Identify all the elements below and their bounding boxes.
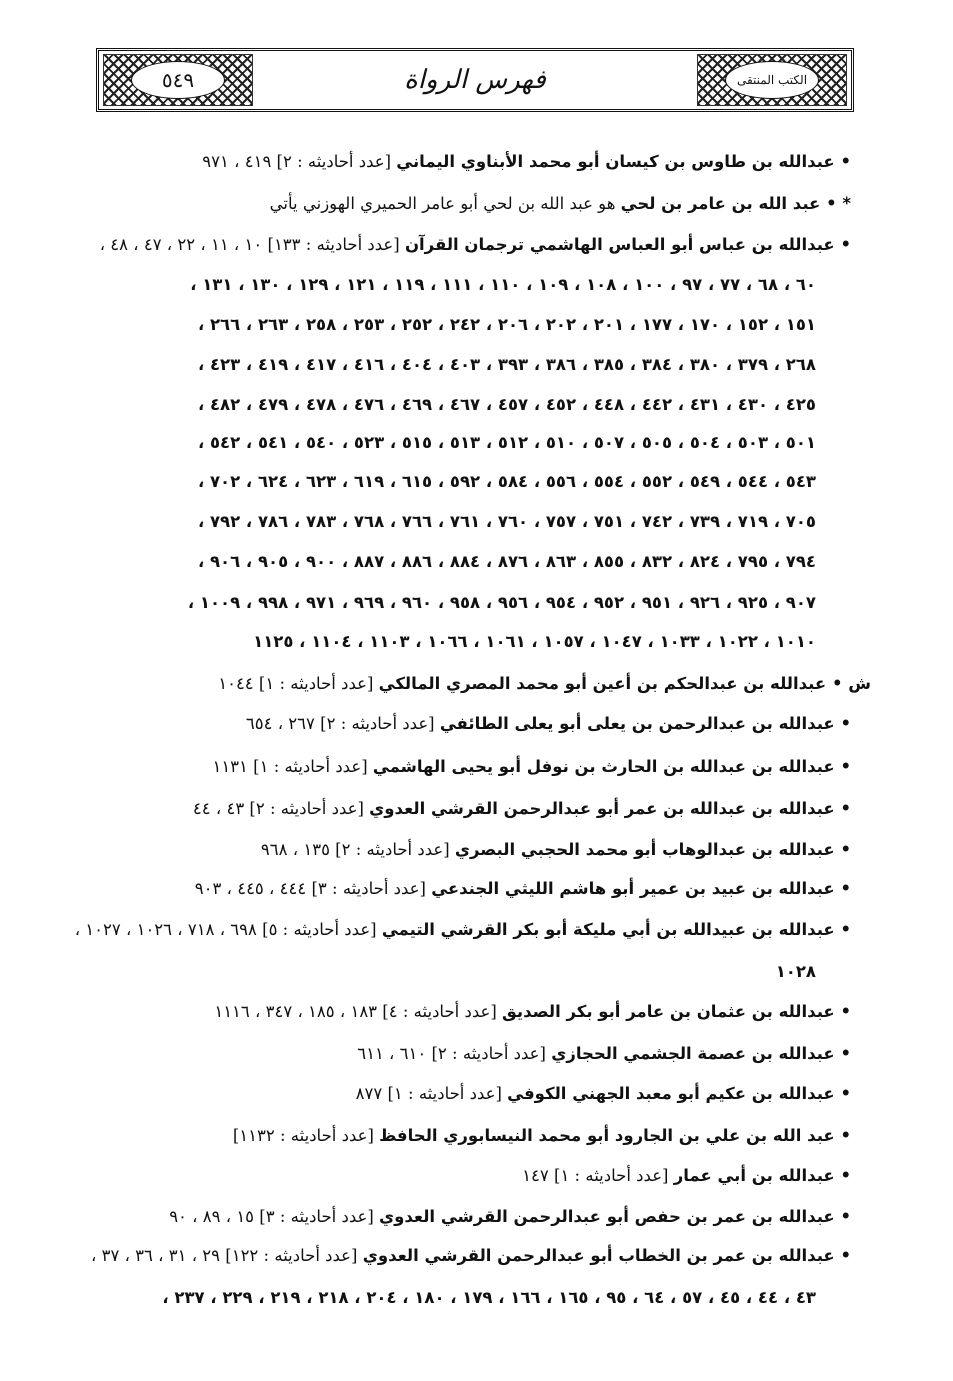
entry: • عبدالله بن عبدالرحمن بن يعلى أبو يعلى الطائفي [عدد أحاديثه : ٢] ٢٦٧ ، ٦٥٤ [245, 714, 851, 733]
entry: • عبدالله بن عمر بن الخطاب أبو عبدالرحمن القرشي العدوي [عدد أحاديثه : ١٢٢] ٢٩ ، ٣١ ، ٣٦ ، ٣٧ ، [91, 1246, 851, 1265]
entry-continuation: ٩٠٧ ، ٩٢٥ ، ٩٢٦ ، ٩٥١ ، ٩٥٢ ، ٩٥٤ ، ٩٥٦ ، ٩٥٨ ، ٩٦٠ ، ٩٦٩ ، ٩٧١ ، ٩٩٨ ، ١٠٠٩ ، [187, 593, 816, 612]
page-number: ٥٤٩ [131, 61, 225, 99]
entry: • عبدالله بن طاوس بن كيسان أبو محمد الأبناوي اليماني [عدد أحاديثه : ٢] ٤١٩ ، ٩٧١ [202, 152, 851, 171]
entry: • عبدالله بن عباس أبو العباس الهاشمي ترجمان القرآن [عدد أحاديثه : ١٣٣] ١٠ ، ١١ ، ٢٢ ، ٤٧ ، ٤٨ ، [99, 235, 851, 254]
left-ornament [103, 54, 253, 106]
entry: ش • عبدالله بن عبدالحكم بن أعين أبو محمد المصري المالكي [عدد أحاديثه : ١] ١٠٤٤ [218, 674, 871, 693]
entry: • عبدالله بن أبي عمار [عدد أحاديثه : ١] ١٤٧ [522, 1166, 851, 1185]
entry: • عبدالله بن عبيدالله بن أبي مليكة أبو بكر القرشي التيمي [عدد أحاديثه : ٥] ٦٩٨ ، ٧١٨ ، ١٠٢٦ ، ١٠٢٧ ، [74, 920, 851, 939]
entry: • عبدالله بن عثمان بن عامر أبو بكر الصديق [عدد أحاديثه : ٤] ١٨٣ ، ١٨٥ ، ٣٤٧ ، ١١١٦ [214, 1002, 851, 1021]
page-title: فهرس الرواة [404, 65, 546, 95]
entry: • عبدالله بن عبيد بن عمير أبو هاشم الليثي الجندعي [عدد أحاديثه : ٣] ٤٤٤ ، ٤٤٥ ، ٩٠٣ [194, 879, 851, 898]
page-header [96, 48, 854, 112]
entry-continuation: ٥٤٣ ، ٥٤٤ ، ٥٤٩ ، ٥٥٢ ، ٥٥٤ ، ٥٥٦ ، ٥٨٤ ، ٥٩٢ ، ٦١٥ ، ٦١٩ ، ٦٢٣ ، ٦٢٤ ، ٧٠٢ ، [197, 472, 816, 491]
entry: • عبدالله بن عبدالله بن الحارث بن نوفل أبو يحيى الهاشمي [عدد أحاديثه : ١] ١١٣١ [212, 757, 851, 776]
entry: • عبدالله بن عبدالوهاب أبو محمد الحجبي البصري [عدد أحاديثه : ٢] ١٣٥ ، ٩٦٨ [260, 840, 851, 859]
entry-continuation: ٤٣ ، ٤٤ ، ٤٥ ، ٥٧ ، ٦٤ ، ٩٥ ، ١٦٥ ، ١٦٦ ، ١٧٩ ، ١٨٠ ، ٢٠٤ ، ٢١٨ ، ٢١٩ ، ٢٢٩ ، ٢٣٧ ، [162, 1288, 816, 1307]
entry-continuation: ٤٢٥ ، ٤٣٠ ، ٤٣١ ، ٤٤٢ ، ٤٤٨ ، ٤٥٢ ، ٤٥٧ ، ٤٦٧ ، ٤٦٩ ، ٤٧٦ ، ٤٧٨ ، ٤٧٩ ، ٤٨٢ ، [197, 395, 816, 414]
entry-continuation: ٧٩٤ ، ٧٩٥ ، ٨٢٤ ، ٨٣٢ ، ٨٥٥ ، ٨٦٣ ، ٨٧٦ ، ٨٨٤ ، ٨٨٦ ، ٨٨٧ ، ٩٠٠ ، ٩٠٥ ، ٩٠٦ ، [197, 552, 816, 571]
publisher-logo: الكتب المنتقى [725, 61, 819, 99]
entry: • عبدالله بن عبدالله بن عمر أبو عبدالرحمن القرشي العدوي [عدد أحاديثه : ٢] ٤٣ ، ٤٤ [192, 799, 851, 818]
entry-continuation: ١٠١٠ ، ١٠٢٢ ، ١٠٣٣ ، ١٠٤٧ ، ١٠٥٧ ، ١٠٦١ ، ١٠٦٦ ، ١١٠٣ ، ١١٠٤ ، ١١٢٥ [253, 632, 816, 651]
entry: • عبدالله بن عمر بن حفص أبو عبدالرحمن القرشي العدوي [عدد أحاديثه : ٣] ١٥ ، ٨٩ ، ٩٠ [169, 1207, 851, 1226]
entry-continuation: ١٠٢٨ [775, 962, 816, 981]
entry-continuation: ٥٠١ ، ٥٠٣ ، ٥٠٤ ، ٥٠٥ ، ٥٠٧ ، ٥١٠ ، ٥١٢ ، ٥١٣ ، ٥١٥ ، ٥٢٣ ، ٥٤٠ ، ٥٤١ ، ٥٤٢ ، [197, 433, 816, 452]
entry-continuation: ٢٦٨ ، ٣٧٩ ، ٣٨٠ ، ٣٨٤ ، ٣٨٥ ، ٣٨٦ ، ٣٩٣ ، ٤٠٣ ، ٤٠٤ ، ٤١٦ ، ٤١٧ ، ٤١٩ ، ٤٢٣ ، [197, 355, 816, 374]
entry: • عبدالله بن عصمة الجشمي الحجازي [عدد أحاديثه : ٢] ٦١٠ ، ٦١١ [357, 1044, 851, 1063]
right-ornament [697, 54, 847, 106]
entry-continuation: ٧٠٥ ، ٧١٩ ، ٧٣٩ ، ٧٤٢ ، ٧٥١ ، ٧٥٧ ، ٧٦٠ ، ٧٦١ ، ٧٦٦ ، ٧٦٨ ، ٧٨٣ ، ٧٨٦ ، ٧٩٢ ، [197, 512, 816, 531]
entry: • عبد الله بن علي بن الجارود أبو محمد النيسابوري الحافظ [عدد أحاديثه : ١١٣٢] [232, 1126, 851, 1145]
entry: * • عبد الله بن عامر بن لحي هو عبد الله بن لحي أبو عامر الحميري الهوزني يأتي [269, 194, 851, 213]
entry-continuation: ٦٠ ، ٦٨ ، ٧٧ ، ٩٧ ، ١٠٠ ، ١٠٨ ، ١٠٩ ، ١١٠ ، ١١١ ، ١١٩ ، ١٢١ ، ١٢٩ ، ١٣٠ ، ١٣١ ، [190, 275, 816, 294]
entry-continuation: ١٥١ ، ١٥٢ ، ١٧٠ ، ١٧٧ ، ٢٠١ ، ٢٠٢ ، ٢٠٦ ، ٢٤٢ ، ٢٥٢ ، ٢٥٣ ، ٢٥٨ ، ٢٦٣ ، ٢٦٦ ، [197, 315, 816, 334]
entry: • عبدالله بن عكيم أبو معبد الجهني الكوفي [عدد أحاديثه : ١] ٨٧٧ [355, 1084, 851, 1103]
